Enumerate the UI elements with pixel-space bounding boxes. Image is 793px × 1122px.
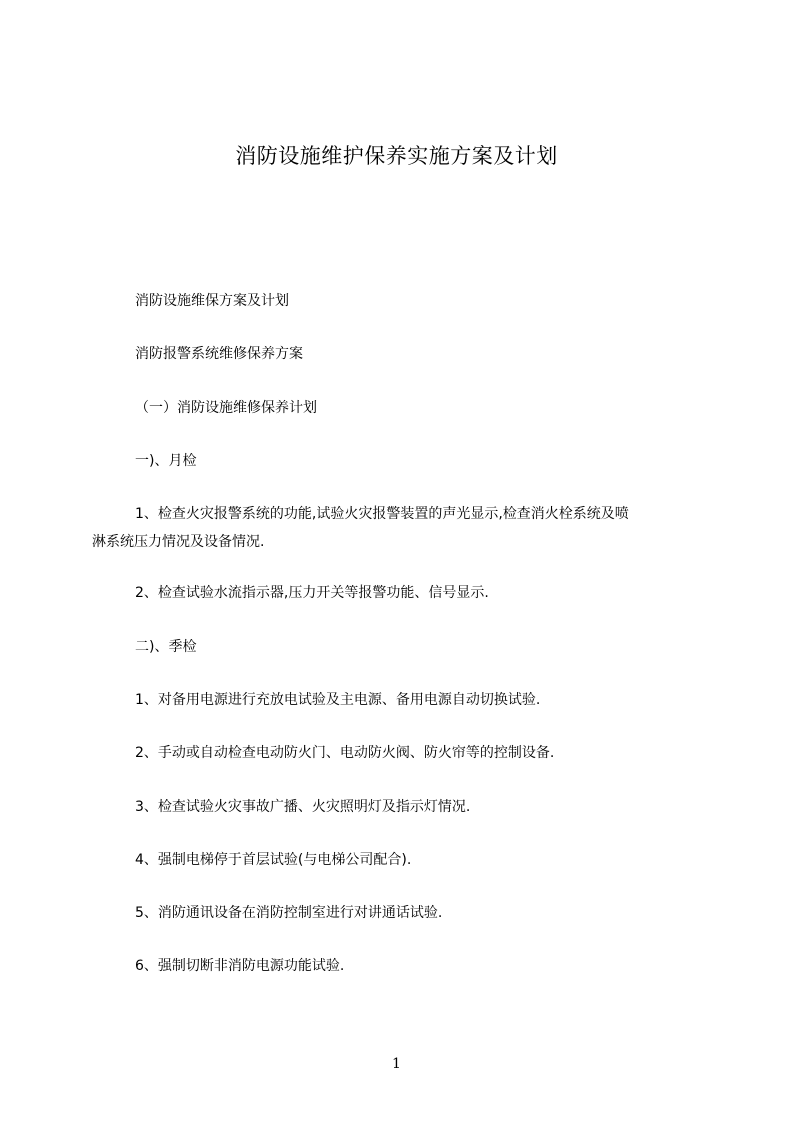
paragraph-monthly-item-2: 2、检查试验水流指示器,压力开关等报警功能、信号显示. [135, 585, 489, 601]
paragraph-monthly-check-heading: 一)、月检 [135, 453, 197, 469]
paragraph-section-one-heading: （一）消防设施维修保养计划 [135, 400, 317, 416]
paragraph-quarterly-item-1: 1、对备用电源进行充放电试验及主电源、备用电源自动切换试验. [135, 692, 541, 708]
paragraph-alarm-maintenance-heading: 消防报警系统维修保养方案 [135, 346, 303, 362]
document-title: 消防设施维护保养实施方案及计划 [235, 144, 558, 168]
paragraph-quarterly-item-2: 2、手动或自动检查电动防火门、电动防火阀、防火帘等的控制设备. [135, 745, 555, 761]
paragraph-quarterly-item-5: 5、消防通讯设备在消防控制室进行对讲通话试验. [135, 905, 443, 921]
paragraph-monthly-item-1-line-1: 1、检查火灾报警系统的功能,试验火灾报警装置的声光显示,检查消火栓系统及喷 [135, 506, 629, 522]
paragraph-quarterly-item-3: 3、检查试验火灾事故广播、火灾照明灯及指示灯情况. [135, 799, 471, 815]
paragraph-quarterly-check-heading: 二)、季检 [135, 639, 197, 655]
paragraph-plan-heading: 消防设施维保方案及计划 [135, 293, 289, 309]
paragraph-quarterly-item-4: 4、强制电梯停于首层试验(与电梯公司配合). [135, 852, 412, 868]
page-number: 1 [392, 1056, 401, 1072]
paragraph-monthly-item-1-line-2: 淋系统压力情况及设备情况. [92, 534, 265, 550]
paragraph-quarterly-item-6: 6、强制切断非消防电源功能试验. [135, 958, 345, 974]
